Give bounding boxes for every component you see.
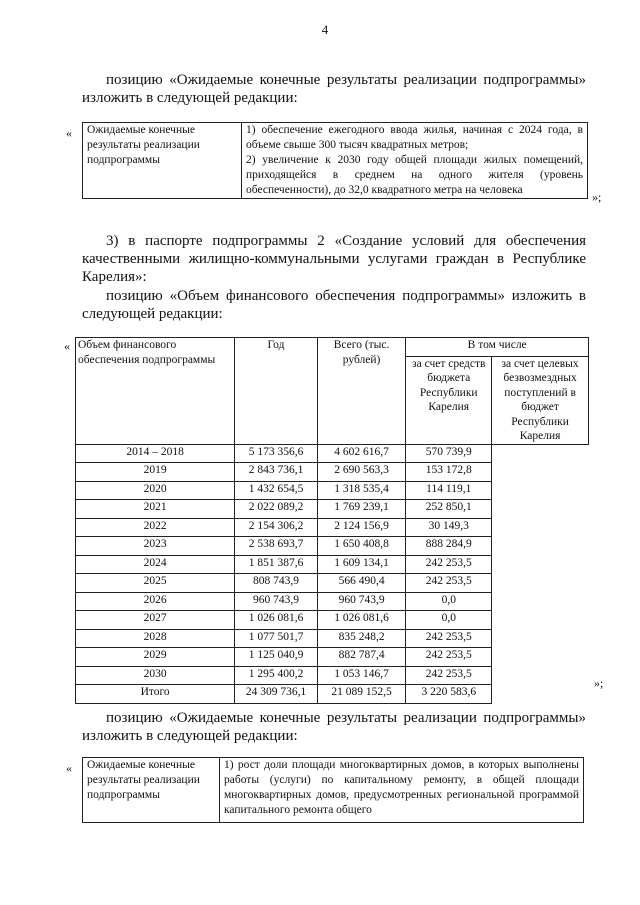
table-row	[76, 518, 589, 537]
cell-grants: 30 149,3	[406, 518, 492, 537]
table-row	[76, 537, 589, 556]
cell-year: 2023	[76, 537, 235, 556]
cell-grants: 0,0	[406, 611, 492, 630]
cell-total: 808 743,9	[235, 574, 318, 593]
cell-budget: 960 743,9	[317, 592, 406, 611]
cell-grants: 114 119,1	[406, 481, 492, 500]
paragraph-line: позицию «Ожидаемые конечные результаты реализации подпрограммы»	[106, 710, 586, 726]
cell-grants: 0,0	[406, 592, 492, 611]
header-year: Год	[235, 338, 318, 445]
cell-grants: 570 739,9	[406, 444, 492, 463]
page-number: 4	[321, 22, 329, 37]
results-table-2	[82, 757, 584, 823]
cell-total: 1 026 081,6	[235, 611, 318, 630]
cell-total: 1 125 040,9	[235, 648, 318, 667]
result-item: 1) обеспечение ежегодного ввода жилья, начиная с 2024 года, в объеме свыше 300 тысяч квадратных метров;	[246, 124, 583, 151]
cell-total: 2 538 693,7	[235, 537, 318, 556]
row-label: Ожидаемые конечные результаты реализации подпрограммы	[83, 758, 220, 823]
cell-grants: 252 850,1	[406, 500, 492, 519]
cell-year: 2014 – 2018	[76, 444, 235, 463]
cell-total: 1 077 501,7	[235, 629, 318, 648]
result-item: 2) увеличение к 2030 году общей площади жилых помещений, приходящейся в среднем на одного жителя (уровень обеспеченности), до 32,0 квадратного метра на человека	[246, 154, 583, 196]
table-row	[76, 629, 589, 648]
table-row	[76, 611, 589, 630]
cell-budget: 1 609 134,1	[317, 555, 406, 574]
cell-year: 2024	[76, 555, 235, 574]
cell-grants: 888 284,9	[406, 537, 492, 556]
cell-grants: 242 253,5	[406, 666, 492, 685]
table-row	[76, 666, 589, 685]
close-quote: »;	[592, 190, 602, 204]
cell-year: 2022	[76, 518, 235, 537]
cell-year: 2030	[76, 666, 235, 685]
cell-year: 2027	[76, 611, 235, 630]
results-table-1	[82, 122, 588, 199]
cell-year: 2021	[76, 500, 235, 519]
cell-budget: 1 650 408,8	[317, 537, 406, 556]
cell-year: 2026	[76, 592, 235, 611]
open-quote: «	[66, 126, 72, 140]
cell-budget: 4 602 616,7	[317, 444, 406, 463]
paragraph-line: изложить в следующей редакции:	[82, 90, 298, 106]
table-row	[76, 463, 589, 482]
cell-budget: 2 690 563,3	[317, 463, 406, 482]
cell-grants: 3 220 583,6	[406, 685, 492, 704]
row-label: Объем финансового обеспечения подпрограммы	[76, 338, 235, 445]
close-quote: »;	[594, 676, 604, 690]
financing-table	[75, 337, 589, 704]
row-content: 1) рост доли площади многоквартирных домов, в которых выполнены работы (услуги) по капитальному ремонту, в общей площади многоквартирных домов, предусмотренных региональной программой капитального ремонта общего	[220, 758, 584, 823]
cell-year: Итого	[76, 685, 235, 704]
table-row	[76, 685, 589, 704]
table-row	[76, 500, 589, 519]
header-grants: за счет целевых безвозмездных поступлений в бюджет Республики Карелия	[492, 356, 589, 444]
cell-total: 2 022 089,2	[235, 500, 318, 519]
cell-grants: 242 253,5	[406, 648, 492, 667]
paragraph-line: позицию «Ожидаемые конечные результаты реализации подпрограммы»	[106, 72, 586, 88]
cell-grants: 242 253,5	[406, 574, 492, 593]
cell-total: 2 154 306,2	[235, 518, 318, 537]
cell-budget: 1 318 535,4	[317, 481, 406, 500]
cell-total: 1 295 400,2	[235, 666, 318, 685]
open-quote: «	[64, 339, 70, 353]
header-total: Всего (тыс. рублей)	[317, 338, 406, 445]
row-content	[242, 123, 588, 199]
header-budget: за счет средств бюджета Республики Карелия	[406, 356, 492, 444]
cell-year: 2029	[76, 648, 235, 667]
table-row	[76, 648, 589, 667]
open-quote: «	[66, 761, 72, 775]
cell-budget: 21 089 152,5	[317, 685, 406, 704]
cell-year: 2020	[76, 481, 235, 500]
cell-budget: 1 769 239,1	[317, 500, 406, 519]
table-row	[76, 555, 589, 574]
table-row	[76, 444, 589, 463]
cell-grants: 242 253,5	[406, 629, 492, 648]
cell-total: 960 743,9	[235, 592, 318, 611]
cell-total: 24 309 736,1	[235, 685, 318, 704]
cell-year: 2025	[76, 574, 235, 593]
cell-total: 5 173 356,6	[235, 444, 318, 463]
cell-budget: 2 124 156,9	[317, 518, 406, 537]
row-label: Ожидаемые конечные результаты реализации подпрограммы	[83, 123, 242, 199]
cell-total: 1 432 654,5	[235, 481, 318, 500]
cell-year: 2028	[76, 629, 235, 648]
cell-budget: 835 248,2	[317, 629, 406, 648]
cell-total: 2 843 736,1	[235, 463, 318, 482]
cell-budget: 566 490,4	[317, 574, 406, 593]
table-row	[76, 592, 589, 611]
paragraph-line: позицию «Объем финансового обеспечения подпрограммы» изложить в	[106, 288, 586, 304]
cell-budget: 1 026 081,6	[317, 611, 406, 630]
cell-grants: 153 172,8	[406, 463, 492, 482]
paragraph-line: следующей редакции:	[82, 306, 223, 322]
cell-total: 1 851 387,6	[235, 555, 318, 574]
table-row	[76, 481, 589, 500]
cell-budget: 882 787,4	[317, 648, 406, 667]
table-row	[76, 574, 589, 593]
cell-grants: 242 253,5	[406, 555, 492, 574]
cell-budget: 1 053 146,7	[317, 666, 406, 685]
header-including: В том числе	[406, 338, 589, 357]
cell-year: 2019	[76, 463, 235, 482]
paragraph: 3) в паспорте подпрограммы 2 «Создание условий для обеспечения качественными жилищно-коммунальными услугами граждан в Республике Карелия»:	[82, 233, 586, 285]
paragraph-line: изложить в следующей редакции:	[82, 728, 298, 744]
